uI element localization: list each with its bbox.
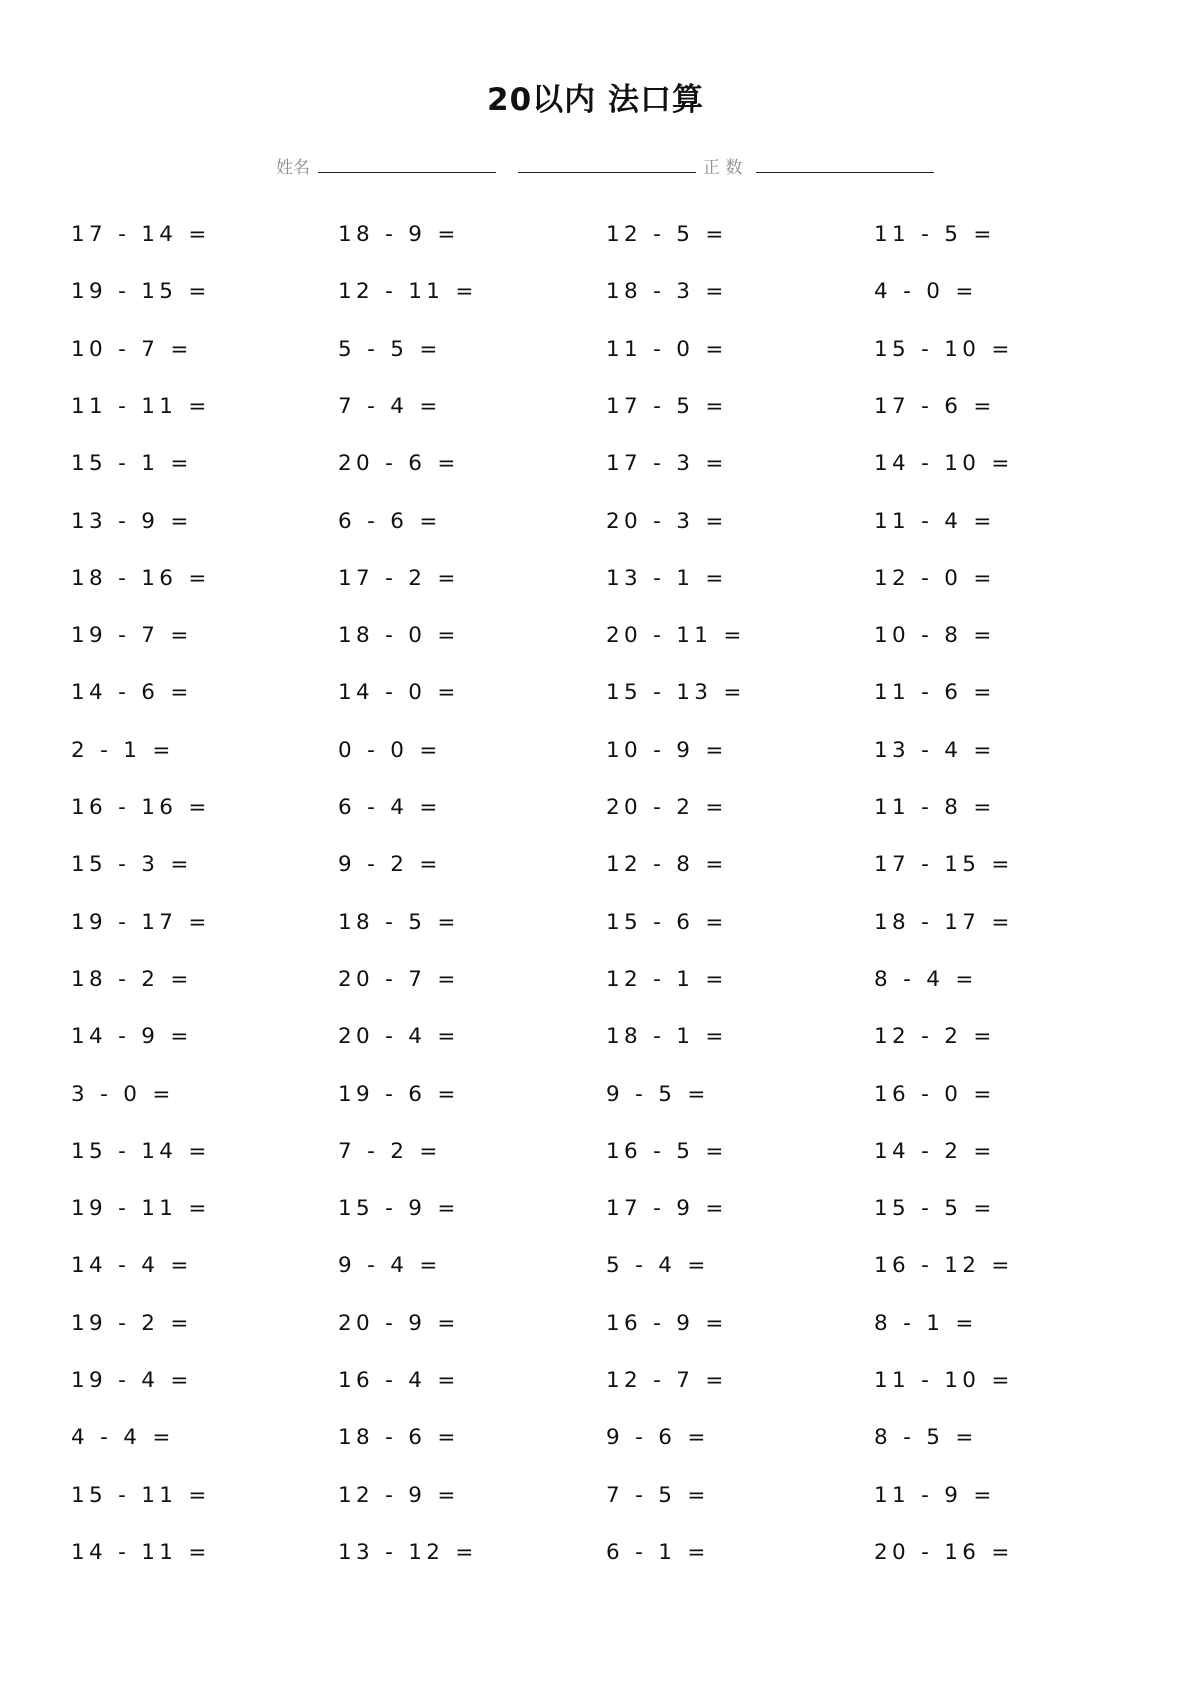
problem-item: 16 - 5 =: [606, 1138, 728, 1164]
problem-item: 7 - 5 =: [606, 1482, 710, 1508]
problem-item: 13 - 9 =: [71, 508, 193, 534]
problem-item: 6 - 6 =: [338, 508, 442, 534]
problem-item: 17 - 2 =: [338, 565, 460, 591]
problem-item: 12 - 11 =: [338, 279, 478, 305]
problem-item: 17 - 3 =: [606, 451, 728, 477]
problem-item: 11 - 8 =: [874, 795, 996, 820]
problem-item: 16 - 0 =: [874, 1081, 996, 1107]
problem-item: 12 - 2 =: [874, 1024, 996, 1050]
problem-item: 17 - 9 =: [606, 1196, 728, 1222]
name-blank-line[interactable]: [318, 172, 496, 173]
problem-item: 13 - 4 =: [874, 737, 996, 763]
problem-item: 12 - 9 =: [338, 1482, 460, 1508]
problem-item: 10 - 9 =: [606, 737, 728, 763]
problem-item: 20 - 3 =: [606, 508, 728, 534]
problem-item: 11 - 11 =: [71, 393, 211, 419]
score-label: 正 数: [703, 158, 743, 178]
problem-item: 12 - 8 =: [606, 852, 728, 878]
problem-item: 7 - 2 =: [338, 1138, 442, 1164]
problem-item: 20 - 7 =: [338, 966, 460, 992]
score-blank-line[interactable]: [756, 172, 934, 173]
problem-item: 2 - 1 =: [71, 737, 175, 763]
problem-item: 17 - 6 =: [874, 393, 996, 419]
problem-item: 9 - 2 =: [338, 852, 442, 878]
problem-item: 13 - 12 =: [338, 1539, 478, 1565]
problem-item: 0 - 0 =: [338, 737, 442, 763]
problem-item: 4 - 4 =: [71, 1425, 175, 1451]
problem-item: 11 - 5 =: [874, 222, 996, 247]
problem-item: 20 - 11 =: [606, 623, 746, 649]
problem-item: 17 - 5 =: [606, 393, 728, 419]
problem-item: 10 - 7 =: [71, 336, 193, 362]
problem-item: 10 - 8 =: [874, 623, 996, 649]
problem-item: 4 - 0 =: [874, 279, 978, 305]
problem-item: 15 - 3 =: [71, 852, 193, 878]
problem-item: 17 - 14 =: [71, 222, 211, 247]
problem-item: 16 - 9 =: [606, 1310, 728, 1336]
problem-item: 3 - 0 =: [71, 1081, 175, 1107]
problem-item: 19 - 11 =: [71, 1196, 211, 1222]
problem-item: 19 - 7 =: [71, 623, 193, 649]
problem-item: 13 - 1 =: [606, 565, 728, 591]
problem-item: 8 - 5 =: [874, 1425, 978, 1451]
problem-item: 20 - 2 =: [606, 795, 728, 820]
problem-item: 18 - 1 =: [606, 1024, 728, 1050]
problem-item: 20 - 6 =: [338, 451, 460, 477]
problem-item: 12 - 0 =: [874, 565, 996, 591]
problem-item: 18 - 0 =: [338, 623, 460, 649]
problem-item: 15 - 13 =: [606, 680, 746, 706]
problem-item: 15 - 6 =: [606, 909, 728, 935]
problem-item: 19 - 2 =: [71, 1310, 193, 1336]
problem-item: 18 - 5 =: [338, 909, 460, 935]
problem-item: 14 - 10 =: [874, 451, 1014, 477]
problem-item: 9 - 6 =: [606, 1425, 710, 1451]
problem-item: 15 - 5 =: [874, 1196, 996, 1222]
problem-item: 18 - 17 =: [874, 909, 1014, 935]
problem-item: 11 - 6 =: [874, 680, 996, 706]
problem-item: 11 - 4 =: [874, 508, 996, 534]
problem-item: 14 - 2 =: [874, 1138, 996, 1164]
problem-item: 20 - 9 =: [338, 1310, 460, 1336]
problem-item: 16 - 12 =: [874, 1253, 1014, 1279]
worksheet-title: 20以内 法口算: [487, 82, 704, 118]
problem-item: 18 - 16 =: [71, 565, 211, 591]
problem-item: 17 - 15 =: [874, 852, 1014, 878]
problem-item: 16 - 4 =: [338, 1368, 460, 1393]
problem-item: 11 - 9 =: [874, 1482, 996, 1508]
problem-item: 14 - 9 =: [71, 1024, 193, 1050]
problem-item: 18 - 2 =: [71, 966, 193, 992]
problem-item: 15 - 14 =: [71, 1138, 211, 1164]
problem-item: 20 - 4 =: [338, 1024, 460, 1050]
problem-item: 16 - 16 =: [71, 795, 211, 820]
problem-item: 15 - 10 =: [874, 336, 1014, 362]
problem-item: 19 - 6 =: [338, 1081, 460, 1107]
problem-item: 14 - 6 =: [71, 680, 193, 706]
problem-item: 19 - 4 =: [71, 1368, 193, 1393]
problem-item: 5 - 5 =: [338, 336, 442, 362]
middle-blank-line[interactable]: [518, 172, 696, 173]
problem-item: 12 - 5 =: [606, 222, 728, 247]
problem-item: 7 - 4 =: [338, 393, 442, 419]
problem-item: 15 - 11 =: [71, 1482, 211, 1508]
problem-item: 14 - 4 =: [71, 1253, 193, 1279]
problem-item: 6 - 1 =: [606, 1539, 710, 1565]
problem-item: 5 - 4 =: [606, 1253, 710, 1279]
problem-item: 9 - 5 =: [606, 1081, 710, 1107]
problem-item: 14 - 0 =: [338, 680, 460, 706]
problem-item: 20 - 16 =: [874, 1539, 1014, 1565]
problem-item: 11 - 10 =: [874, 1368, 1014, 1393]
problem-item: 14 - 11 =: [71, 1539, 211, 1565]
problem-item: 19 - 17 =: [71, 909, 211, 935]
problem-item: 12 - 7 =: [606, 1368, 728, 1393]
student-info-row: [0, 153, 1191, 179]
problem-item: 8 - 4 =: [874, 966, 978, 992]
problem-item: 18 - 9 =: [338, 222, 460, 247]
problem-item: 18 - 3 =: [606, 279, 728, 305]
name-label: 姓名: [276, 158, 310, 178]
problem-item: 18 - 6 =: [338, 1425, 460, 1451]
problem-item: 11 - 0 =: [606, 336, 728, 362]
problem-item: 15 - 9 =: [338, 1196, 460, 1222]
problem-item: 12 - 1 =: [606, 966, 728, 992]
problem-item: 6 - 4 =: [338, 795, 442, 820]
problem-item: 19 - 15 =: [71, 279, 211, 305]
problem-item: 15 - 1 =: [71, 451, 193, 477]
problem-item: 9 - 4 =: [338, 1253, 442, 1279]
problem-item: 8 - 1 =: [874, 1310, 978, 1336]
